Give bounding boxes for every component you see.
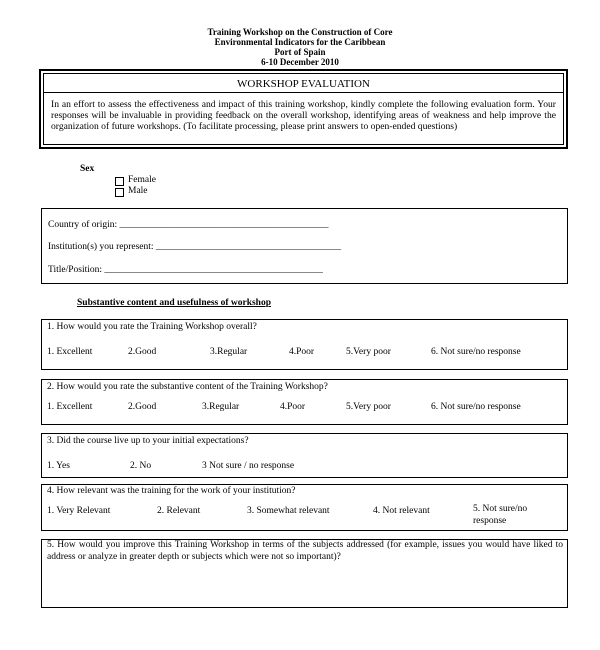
q1-option-good[interactable]: 2.Good bbox=[128, 347, 157, 357]
q1-option-not-sure[interactable]: 6. Not sure/no response bbox=[431, 347, 521, 357]
q4-option-not-sure[interactable]: 5. Not sure/no bbox=[473, 504, 528, 514]
female-checkbox[interactable] bbox=[115, 177, 124, 186]
q2-option-not-sure[interactable]: 6. Not sure/no response bbox=[431, 402, 521, 412]
q2-option-very-poor[interactable]: 5.Very poor bbox=[346, 402, 391, 412]
evaluation-intro-box bbox=[39, 69, 568, 149]
male-checkbox[interactable] bbox=[115, 188, 124, 197]
q1-option-regular[interactable]: 3.Regular bbox=[210, 347, 248, 357]
q3-option-yes[interactable]: 1. Yes bbox=[47, 461, 70, 471]
question-4-text: 4. How relevant was the training for the work of your institution? bbox=[47, 486, 296, 496]
q3-option-not-sure[interactable]: 3 Not sure / no response bbox=[202, 461, 295, 471]
institution-field[interactable]: Institution(s) you represent: _______________________________________ bbox=[48, 242, 342, 252]
question-1-text: 1. How would you rate the Training Workshop overall? bbox=[47, 322, 257, 332]
q4-option-very-relevant[interactable]: 1. Very Relevant bbox=[47, 506, 111, 516]
country-of-origin-field[interactable]: Country of origin: ____________________________________________ bbox=[48, 220, 329, 230]
title-position-field[interactable]: Title/Position: ______________________________________________ bbox=[48, 265, 323, 275]
sex-label: Sex bbox=[80, 164, 95, 174]
female-label: Female bbox=[128, 175, 156, 185]
q2-option-excellent[interactable]: 1. Excellent bbox=[47, 402, 93, 412]
evaluation-title: WORKSHOP EVALUATION bbox=[237, 78, 370, 90]
workshop-title-line-2: Environmental Indicators for the Caribbean bbox=[214, 37, 386, 47]
q1-option-poor[interactable]: 4.Poor bbox=[289, 347, 315, 357]
q4-option-not-sure-continued: response bbox=[473, 516, 507, 526]
q4-option-relevant[interactable]: 2. Relevant bbox=[157, 506, 201, 516]
evaluation-intro-text: In an effort to assess the effectiveness and impact of this training workshop, kindly complete the following evaluation form. Your responses will be invaluable in providing feedback on the overall workshop, identifying areas of weakness and help improve the organization of future workshops. (To facilitate processing, please print answers to open-ended questions) bbox=[51, 99, 556, 132]
q1-option-very-poor[interactable]: 5.Very poor bbox=[346, 347, 391, 357]
question-2-text: 2. How would you rate the substantive content of the Training Workshop? bbox=[47, 382, 328, 392]
q1-option-excellent[interactable]: 1. Excellent bbox=[47, 347, 93, 357]
male-label: Male bbox=[128, 186, 148, 196]
q2-option-poor[interactable]: 4.Poor bbox=[280, 402, 306, 412]
q3-option-no[interactable]: 2. No bbox=[130, 461, 152, 471]
question-3-text: 3. Did the course live up to your initial expectations? bbox=[47, 436, 249, 446]
section-title: Substantive content and usefulness of workshop bbox=[77, 298, 271, 308]
q2-option-regular[interactable]: 3.Regular bbox=[202, 402, 240, 412]
workshop-location: Port of Spain bbox=[274, 47, 326, 57]
evaluation-intro-inner bbox=[43, 73, 564, 145]
workshop-title-line-1: Training Workshop on the Construction of Core bbox=[207, 27, 393, 37]
workshop-dates: 6-10 December 2010 bbox=[261, 57, 339, 67]
q2-option-good[interactable]: 2.Good bbox=[128, 402, 157, 412]
q4-option-not-relevant[interactable]: 4. Not relevant bbox=[373, 506, 430, 516]
q4-option-somewhat-relevant[interactable]: 3. Somewhat relevant bbox=[247, 506, 330, 516]
evaluation-title-divider bbox=[44, 92, 563, 93]
question-5-text: 5. How would you improve this Training Workshop in terms of the subjects addressed (for example, issues you would have liked to address or analyze in greater depth or subjects which were not so important)? bbox=[47, 540, 563, 562]
